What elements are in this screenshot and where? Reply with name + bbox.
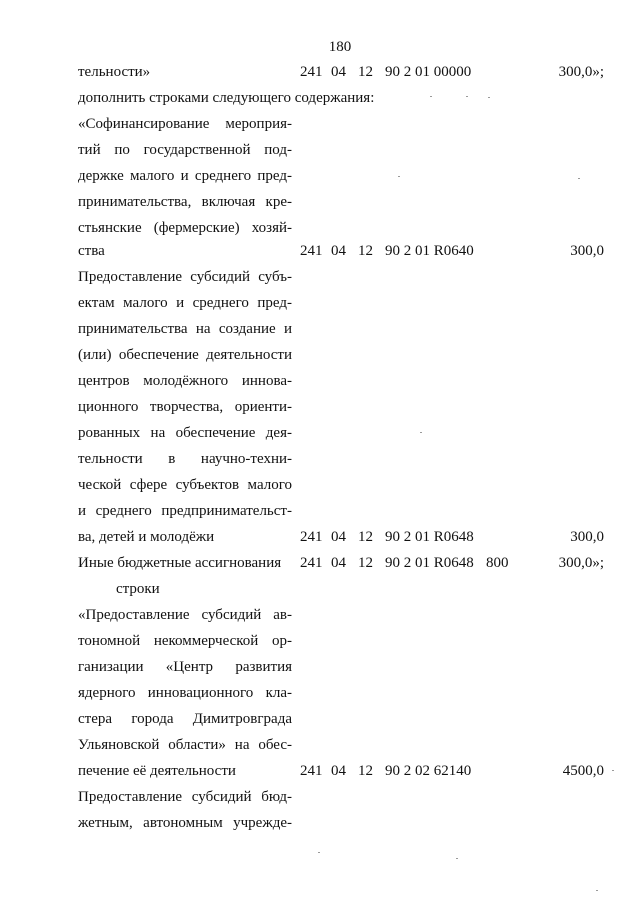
line-text: стьянские (фермерские) хозяй- (78, 220, 292, 236)
expense-type-code: 800 (486, 555, 509, 571)
scan-speck (578, 178, 580, 179)
scan-speck (398, 176, 400, 177)
target-article-code: 90 2 01 R0640 (385, 243, 474, 259)
section-code: 04 (331, 763, 346, 779)
grbs-code: 241 (300, 64, 323, 80)
line-text: Ульяновской области» на обес- (78, 737, 292, 753)
line-text: Иные бюджетные ассигнования (78, 555, 282, 571)
amount: 300,0 (570, 529, 604, 545)
amount: 300,0»; (558, 555, 604, 571)
line-text: принимательства на создание и (78, 321, 292, 337)
line-text: ва, детей и молодёжи (78, 529, 215, 545)
line-text: центров молодёжного иннова- (78, 373, 292, 389)
line-text: тельности в научно-техни- (78, 451, 292, 467)
code-cells (300, 241, 520, 261)
line-text: рованных на обеспечение дея- (78, 425, 292, 441)
target-article-code: 90 2 01 00000 (385, 64, 472, 80)
line-text: тий по государственной под- (78, 142, 292, 158)
target-article-code: 90 2 01 R0648 (385, 555, 474, 571)
amount: 4500,0 (562, 763, 604, 779)
scan-speck (420, 432, 422, 433)
line-text: Предоставление субсидий субъ- (78, 269, 292, 285)
line-text: и среднего предпринимательст- (78, 503, 292, 519)
line-text: держке малого и среднего пред- (78, 168, 292, 184)
line-text: печение её деятельности (78, 763, 236, 779)
amount: 300,0»; (558, 64, 604, 80)
line-text: «Софинансирование мероприя- (78, 116, 292, 132)
line-text: тономной некоммерческой ор- (78, 633, 292, 649)
grbs-code: 241 (300, 763, 323, 779)
scan-speck (430, 96, 432, 97)
grbs-code: 241 (300, 529, 323, 545)
line-text: жетным, автономным учрежде- (78, 815, 292, 831)
section-code: 04 (331, 555, 346, 571)
line-text: принимательства, включая кре- (78, 194, 292, 210)
line-text: Предоставление субсидий бюд- (78, 789, 292, 805)
target-article-code: 90 2 01 R0648 (385, 529, 474, 545)
code-cells (300, 527, 520, 547)
scan-speck (488, 97, 490, 98)
subsection-code: 12 (358, 243, 373, 259)
line-text: стера города Димитровграда (78, 711, 292, 727)
line-text: ческой сфере субъектов малого (78, 477, 292, 493)
grbs-code: 241 (300, 555, 323, 571)
scan-speck (612, 770, 614, 771)
line-text: строки (116, 581, 160, 597)
line-text: ционного творчества, ориенти- (78, 399, 292, 415)
instruction-line: дополнить строками следующего содержания: (78, 90, 375, 106)
line-text: «Предоставление субсидий ав- (78, 607, 292, 623)
subsection-code: 12 (358, 555, 373, 571)
code-cells (300, 761, 520, 781)
code-cells (300, 62, 520, 82)
code-cells (300, 553, 520, 573)
section-code: 04 (331, 64, 346, 80)
subsection-code: 12 (358, 64, 373, 80)
line-text: тельности» (78, 64, 151, 80)
section-code: 04 (331, 243, 346, 259)
subsection-code: 12 (358, 529, 373, 545)
line-text: ства (78, 243, 105, 259)
subsection-code: 12 (358, 763, 373, 779)
line-text: (или) обеспечение деятельности (78, 347, 292, 363)
line-text: ядерного инновационного кла- (78, 685, 292, 701)
page-number: 180 (328, 39, 352, 55)
grbs-code: 241 (300, 243, 323, 259)
line-text: ганизации «Центр развития (78, 659, 292, 675)
scan-speck (596, 890, 598, 891)
target-article-code: 90 2 02 62140 (385, 763, 472, 779)
section-code: 04 (331, 529, 346, 545)
line-text: ектам малого и среднего пред- (78, 295, 292, 311)
amount: 300,0 (570, 243, 604, 259)
scan-speck (466, 96, 468, 97)
scan-speck (456, 858, 458, 859)
scan-speck (318, 852, 320, 853)
